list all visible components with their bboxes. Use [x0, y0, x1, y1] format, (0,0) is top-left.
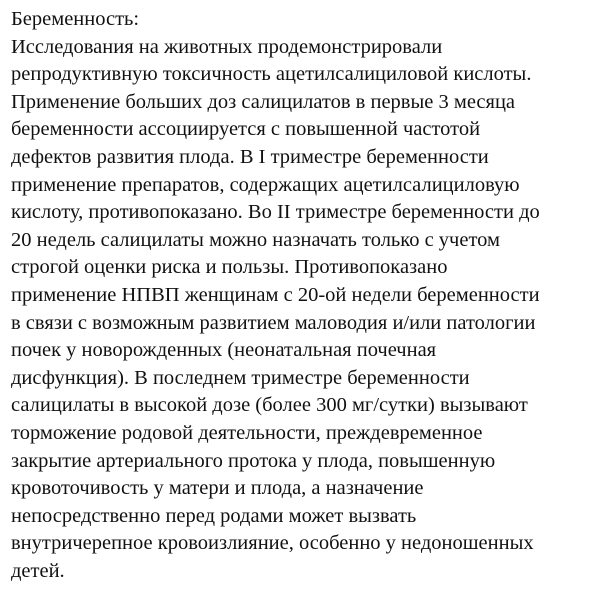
text-line: торможение родовой деятельности, преждевременное	[11, 421, 483, 444]
text-line: почек у новорожденных (неонатальная почечная	[11, 339, 437, 362]
pregnancy-section	[11, 6, 601, 585]
text-line: в связи с возможным развитием маловодия и/или патологии	[11, 311, 536, 334]
text-line: строгой оценки риска и пользы. Противопоказано	[11, 256, 448, 279]
text-line: кислоту, противопоказано. Во II триместре беременности до	[11, 201, 540, 224]
text-line: беременности ассоциируется с повышенной частотой	[11, 118, 481, 141]
text-line: дефектов развития плода. В I триместре беременности	[11, 145, 489, 168]
text-line: салицилаты в высокой дозе (более 300 мг/сутки) вызывают	[11, 394, 528, 417]
text-line: применение НПВП женщинам с 20-ой недели беременности	[11, 283, 540, 306]
text-line: внутричерепное кровоизлияние, особенно у недоношенных	[11, 532, 534, 555]
text-line: репродуктивную токсичность ацетилсалициловой кислоты.	[11, 63, 532, 86]
text-line: Применение больших доз салицилатов в первые 3 месяца	[11, 90, 516, 113]
text-line: Исследования на животных продемонстрировали	[11, 35, 443, 58]
text-line: детей.	[11, 559, 65, 582]
text-line: дисфункция). В последнем триместре беременности	[11, 366, 470, 389]
text-line: кровоточивость у матери и плода, а назначение	[11, 477, 424, 500]
text-line: 20 недель салицилаты можно назначать только с учетом	[11, 228, 500, 251]
text-line: применение препаратов, содержащих ацетилсалициловую	[11, 173, 520, 196]
section-heading: Беременность:	[11, 8, 140, 30]
text-line: закрытие артериального протока у плода, повышенную	[11, 449, 496, 472]
text-line: непосредственно перед родами может вызвать	[11, 504, 417, 527]
